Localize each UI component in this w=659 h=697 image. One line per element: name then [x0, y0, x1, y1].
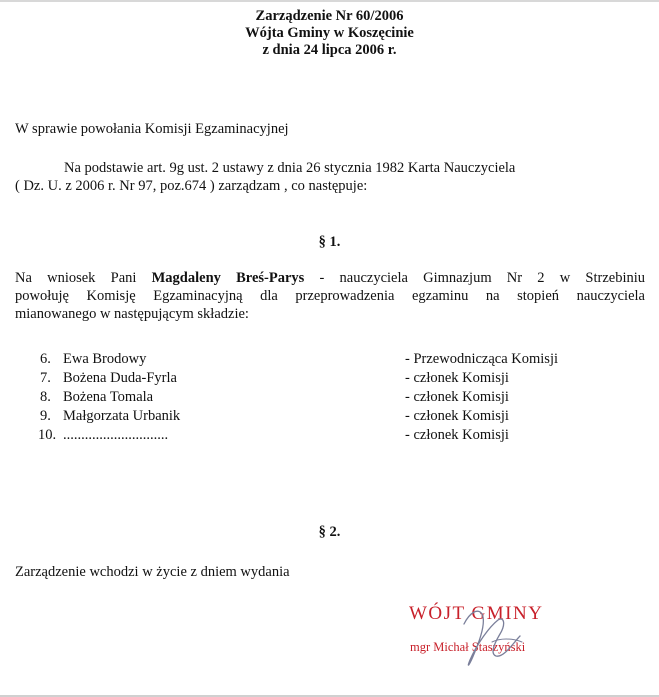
document-subject: W sprawie powołania Komisji Egzaminacyjnej — [15, 121, 289, 137]
mayor-stamp — [400, 598, 570, 678]
page-top-edge — [0, 0, 659, 2]
section-1-title: § 1. — [318, 234, 341, 250]
member-number: 9. — [40, 408, 51, 424]
member-name: Ewa Brodowy — [63, 351, 147, 367]
member-number: 7. — [40, 370, 51, 386]
member-role: - Przewodnicząca Komisji — [405, 351, 559, 367]
member-role: - członek Komisji — [405, 408, 509, 424]
member-role: - członek Komisji — [405, 427, 509, 443]
legal-basis-line-2: ( Dz. U. z 2006 r. Nr 97, poz.674 ) zarządzam , co następuje: — [15, 178, 368, 194]
section-1-line-1 — [15, 270, 645, 287]
member-name: Bożena Duda-Fyrla — [63, 370, 177, 386]
member-name: ............................. — [63, 427, 169, 443]
header-issuer: Wójta Gminy w Koszęcinie — [245, 25, 414, 41]
section-2-title: § 2. — [318, 524, 341, 540]
legal-basis-line-1: Na podstawie art. 9g ust. 2 ustawy z dnia 26 stycznia 1982 Karta Nauczyciela — [64, 160, 516, 176]
member-number: 8. — [40, 389, 51, 405]
member-number: 6. — [40, 351, 51, 367]
document-header — [0, 8, 659, 59]
stamp-name: mgr Michał Staszyński — [410, 640, 526, 654]
member-role: - członek Komisji — [405, 370, 509, 386]
stamp-title: WÓJT GMINY — [409, 603, 544, 624]
request-prefix: Na wniosek Pani — [15, 270, 137, 286]
section-1-line-3: mianowanego w następującym składzie: — [15, 306, 249, 322]
member-name: Bożena Tomala — [63, 389, 154, 405]
member-name: Małgorzata Urbanik — [63, 408, 181, 424]
header-date: z dnia 24 lipca 2006 r. — [262, 42, 397, 58]
request-rest: - nauczyciela Gimnazjum Nr 2 w Strzebiniu — [319, 270, 646, 286]
member-role: - członek Komisji — [405, 389, 509, 405]
section-2-text: Zarządzenie wchodzi w życie z dniem wydania — [15, 564, 290, 580]
requester-name: Magdaleny Breś-Parys — [151, 270, 305, 286]
section-1-line-2: powołuję Komisję Egzaminacyjną dla przeprowadzenia egzaminu na stopień nauczyciela — [15, 288, 645, 304]
header-title: Zarządzenie Nr 60/2006 — [255, 8, 404, 24]
member-number: 10. — [38, 427, 57, 443]
